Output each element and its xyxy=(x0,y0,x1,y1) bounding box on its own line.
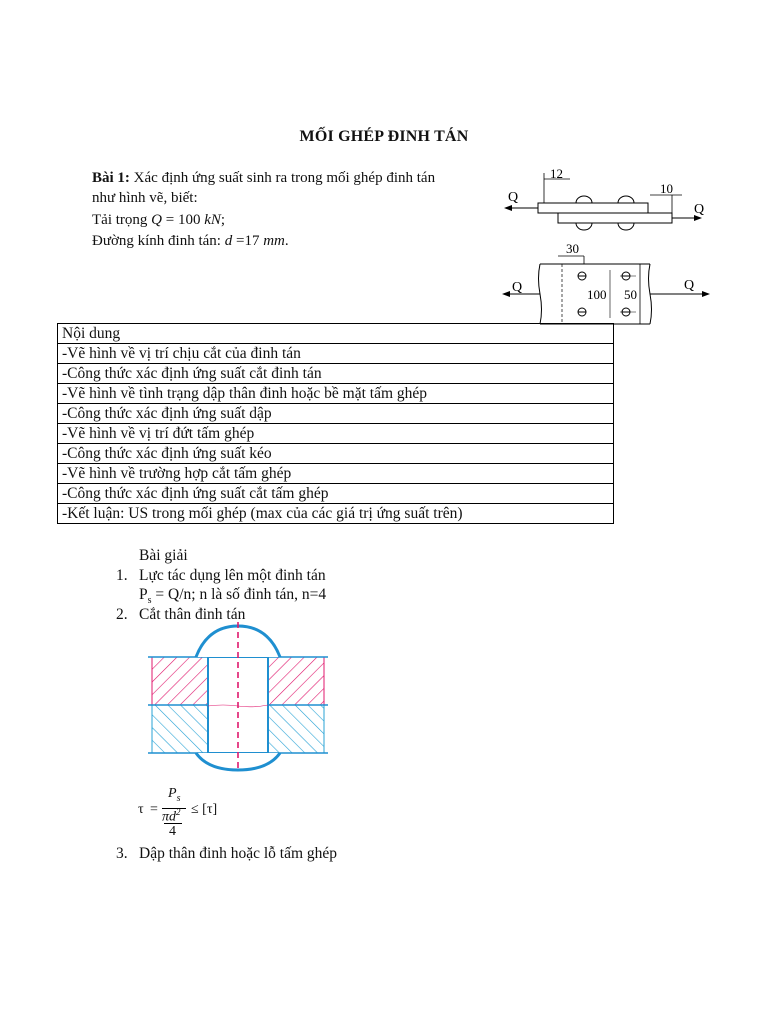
table-cell: -Công thức xác định ứng suất cắt tấm ghép xyxy=(58,484,614,504)
table-cell: -Kết luận: US trong mối ghép (max của các giá trị ứng suất trên) xyxy=(58,504,614,524)
dim-10-label: 10 xyxy=(660,181,673,196)
solution-item-1-num: 1. xyxy=(116,567,128,584)
table-row xyxy=(58,364,614,384)
force-left-label-top: Q xyxy=(508,190,519,205)
table-cell: -Vẽ hình về vị trí chịu cắt của đinh tán xyxy=(58,344,614,364)
table-row xyxy=(58,464,614,484)
problem-line-2: như hình vẽ, biết: xyxy=(92,190,198,206)
plate-figure xyxy=(500,240,720,328)
table-row xyxy=(58,444,614,464)
load-suffix: ; xyxy=(220,212,226,228)
load-var: Q xyxy=(151,212,162,228)
problem-label: Bài 1: xyxy=(92,170,130,186)
load-unit: kN xyxy=(204,212,221,228)
dia-suffix: . xyxy=(284,233,289,249)
den-pid: πd xyxy=(162,809,177,825)
table-cell: -Vẽ hình về vị trí đứt tấm ghép xyxy=(58,424,614,444)
solution-item-2-num: 2. xyxy=(116,606,128,623)
table-row xyxy=(58,404,614,424)
force-right-label-plate: Q xyxy=(684,278,695,293)
dia-prefix: Đường kính đinh tán: xyxy=(92,233,225,249)
numerator xyxy=(168,786,180,804)
ps-rest: = Q/n; n là số đinh tán, n=4 xyxy=(151,586,327,603)
rivet-shear-figure xyxy=(148,622,328,772)
denominator-bottom: 4 xyxy=(169,824,176,839)
dim-50-label: 50 xyxy=(624,287,637,302)
problem-diameter xyxy=(92,231,289,251)
den-exp: 2 xyxy=(176,807,181,817)
dim-100-label: 100 xyxy=(587,287,607,302)
dia-unit: mm xyxy=(263,233,285,249)
dia-eq: =17 xyxy=(232,233,264,249)
force-right-label-top: Q xyxy=(694,202,705,217)
formula-rhs: ≤ [τ] xyxy=(191,802,218,817)
table-cell: -Vẽ hình về trường hợp cắt tấm ghép xyxy=(58,464,614,484)
solution-heading: Bài giải xyxy=(139,547,188,564)
ps-subscript: s xyxy=(147,595,152,607)
equals-sign: = xyxy=(150,802,158,817)
dim-30-label: 30 xyxy=(566,241,579,256)
num-sub: s xyxy=(176,792,181,804)
table-row xyxy=(58,324,614,344)
problem-load xyxy=(92,210,225,230)
table-row xyxy=(58,424,614,444)
dia-var: d xyxy=(224,233,233,249)
load-prefix: Tải trọng xyxy=(92,212,152,228)
table-row xyxy=(58,344,614,364)
tau-symbol: τ xyxy=(138,802,144,817)
solution-item-3-text: Dập thân đinh hoặc lỗ tấm ghép xyxy=(139,845,338,862)
problem-text-1: Xác định ứng suất sinh ra trong mối ghép đinh tán xyxy=(129,170,436,186)
table-row xyxy=(58,384,614,404)
solution-item-1-text: Lực tác dụng lên một đinh tán xyxy=(139,567,326,584)
page-title: MỐI GHÉP ĐINH TÁN xyxy=(299,128,469,145)
table-cell: -Vẽ hình về tình trạng dập thân đinh hoặc bề mặt tấm ghép xyxy=(58,384,614,404)
lap-joint-figure xyxy=(500,165,720,245)
table-cell: Nội dung xyxy=(58,324,614,344)
table-row xyxy=(58,504,614,524)
force-left-label-plate: Q xyxy=(512,280,523,295)
table-row xyxy=(58,484,614,504)
load-eq: = 100 xyxy=(162,212,205,228)
solution-item-2-text: Cắt thân đinh tán xyxy=(139,606,246,623)
table-cell: -Công thức xác định ứng suất kéo xyxy=(58,444,614,464)
table-cell: -Công thức xác định ứng suất dập xyxy=(58,404,614,424)
content-table xyxy=(57,323,614,524)
shear-formula xyxy=(136,786,246,842)
solution-item-3-num: 3. xyxy=(116,845,128,862)
problem-line-1 xyxy=(92,168,435,188)
num-p: P xyxy=(168,786,177,801)
ps-symbol: P xyxy=(139,586,148,603)
table-cell: -Công thức xác định ứng suất cắt đinh tán xyxy=(58,364,614,384)
dim-12-label: 12 xyxy=(550,166,563,181)
